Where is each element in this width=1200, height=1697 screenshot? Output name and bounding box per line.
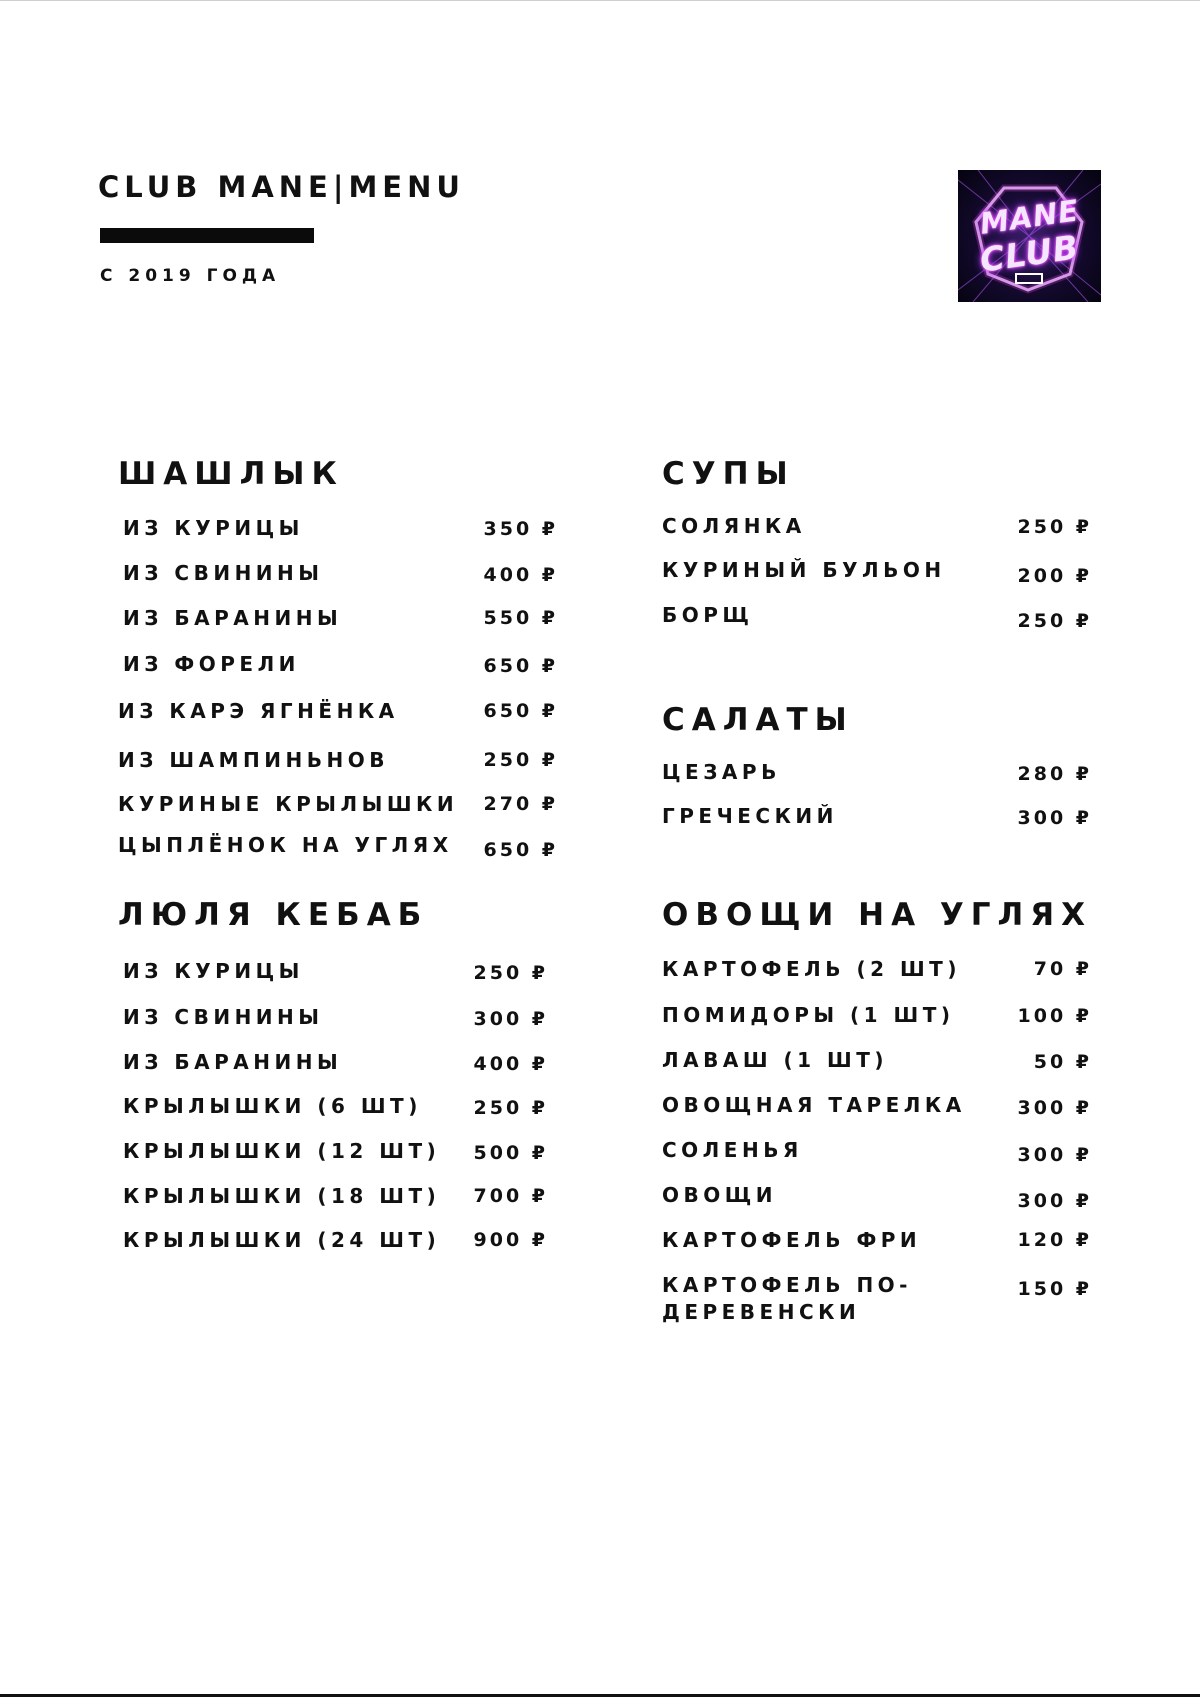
item-name: СОЛЯНКА: [662, 514, 806, 538]
item-name: КАРТОФЕЛЬ ФРИ: [662, 1228, 922, 1252]
item-price: 120 ₽: [1017, 1229, 1092, 1251]
item-name: ПОМИДОРЫ (1 ШТ): [662, 1003, 955, 1027]
item-name: ОВОЩИ: [662, 1183, 777, 1207]
section-title: СУПЫ: [662, 456, 795, 492]
item-name: ИЗ КУРИЦЫ: [123, 516, 304, 540]
item-price: 70 ₽: [1033, 958, 1092, 980]
club-logo: [958, 170, 1101, 302]
item-price: 150 ₽: [1017, 1278, 1092, 1300]
item-price: 900 ₽: [473, 1229, 548, 1251]
section-title: ШАШЛЫК: [118, 456, 344, 492]
item-name: СОЛЕНЬЯ: [662, 1138, 803, 1162]
item-name: ИЗ КАРЭ ЯГНЁНКА: [118, 699, 399, 723]
item-price: 300 ₽: [1017, 1190, 1092, 1212]
item-price: 500 ₽: [473, 1142, 548, 1164]
item-price: 280 ₽: [1017, 763, 1092, 785]
section-title: ЛЮЛЯ КЕБАБ: [118, 897, 429, 933]
item-name: КРЫЛЫШКИ (24 ШТ): [123, 1228, 441, 1252]
since-year-text: С 2019 ГОДА: [100, 266, 281, 286]
item-price: 250 ₽: [1017, 610, 1092, 632]
item-price: 400 ₽: [483, 564, 558, 586]
item-price: 700 ₽: [473, 1185, 548, 1207]
item-price: 650 ₽: [483, 700, 558, 722]
item-price: 550 ₽: [483, 607, 558, 629]
item-price: 250 ₽: [1017, 516, 1092, 538]
section-soups: [662, 455, 1092, 632]
item-name: КРЫЛЫШКИ (18 ШТ): [123, 1184, 441, 1208]
item-price: 400 ₽: [473, 1053, 548, 1075]
item-name: ЦЕЗАРЬ: [662, 760, 781, 784]
item-price: 200 ₽: [1017, 565, 1092, 587]
item-name: ИЗ СВИНИНЫ: [123, 1005, 324, 1029]
section-title: САЛАТЫ: [662, 702, 854, 738]
item-name: КРЫЛЫШКИ (12 ШТ): [123, 1139, 441, 1163]
item-price: 270 ₽: [483, 793, 558, 815]
item-price: 650 ₽: [483, 839, 558, 861]
item-price: 350 ₽: [483, 518, 558, 540]
item-price: 250 ₽: [473, 962, 548, 984]
item-price: 300 ₽: [1017, 807, 1092, 829]
item-price: 250 ₽: [483, 749, 558, 771]
item-name: ИЗ КУРИЦЫ: [123, 959, 304, 983]
item-name: КУРИНЫЕ КРЫЛЫШКИ: [118, 792, 459, 816]
item-name: ИЗ БАРАНИНЫ: [123, 1050, 343, 1074]
section-title: ОВОЩИ НА УГЛЯХ: [662, 897, 1093, 933]
item-name: КУРИНЫЙ БУЛЬОН: [662, 558, 946, 582]
item-name: ИЗ ШАМПИНЬНОВ: [118, 748, 389, 772]
item-price: 300 ₽: [1017, 1097, 1092, 1119]
item-name: КРЫЛЫШКИ (6 ШТ): [123, 1094, 422, 1118]
item-price: 100 ₽: [1017, 1005, 1092, 1027]
item-price: 300 ₽: [473, 1008, 548, 1030]
item-name: ЦЫПЛЁНОК НА УГЛЯХ: [118, 833, 453, 857]
item-name: КАРТОФЕЛЬ (2 ШТ): [662, 957, 961, 981]
item-name: КАРТОФЕЛЬ ПО-ДЕРЕВЕНСКИ: [662, 1273, 912, 1324]
item-price: 650 ₽: [483, 655, 558, 677]
item-price: 300 ₽: [1017, 1144, 1092, 1166]
top-border: [0, 0, 1200, 1]
section-lyulya-kebab: [118, 896, 548, 1252]
section-shashlyk: [118, 455, 558, 861]
logo-text-mane: MANE: [977, 193, 1082, 241]
section-grilled-vegetables: [662, 896, 1093, 1324]
item-price: 250 ₽: [473, 1097, 548, 1119]
item-name: ИЗ СВИНИНЫ: [123, 561, 324, 585]
logo-text-club: CLUB: [977, 227, 1082, 280]
title-underline-bar: [100, 228, 314, 243]
item-name: ОВОЩНАЯ ТАРЕЛКА: [662, 1093, 966, 1117]
item-name: ЛАВАШ (1 ШТ): [662, 1048, 888, 1072]
item-name: БОРЩ: [662, 603, 754, 627]
section-salads: [662, 701, 1092, 829]
item-name: ИЗ БАРАНИНЫ: [123, 606, 343, 630]
menu-title: CLUB MANE|MENU: [98, 170, 465, 204]
item-name: ГРЕЧЕСКИЙ: [662, 804, 838, 828]
item-name: ИЗ ФОРЕЛИ: [123, 652, 300, 676]
item-price: 50 ₽: [1033, 1051, 1092, 1073]
